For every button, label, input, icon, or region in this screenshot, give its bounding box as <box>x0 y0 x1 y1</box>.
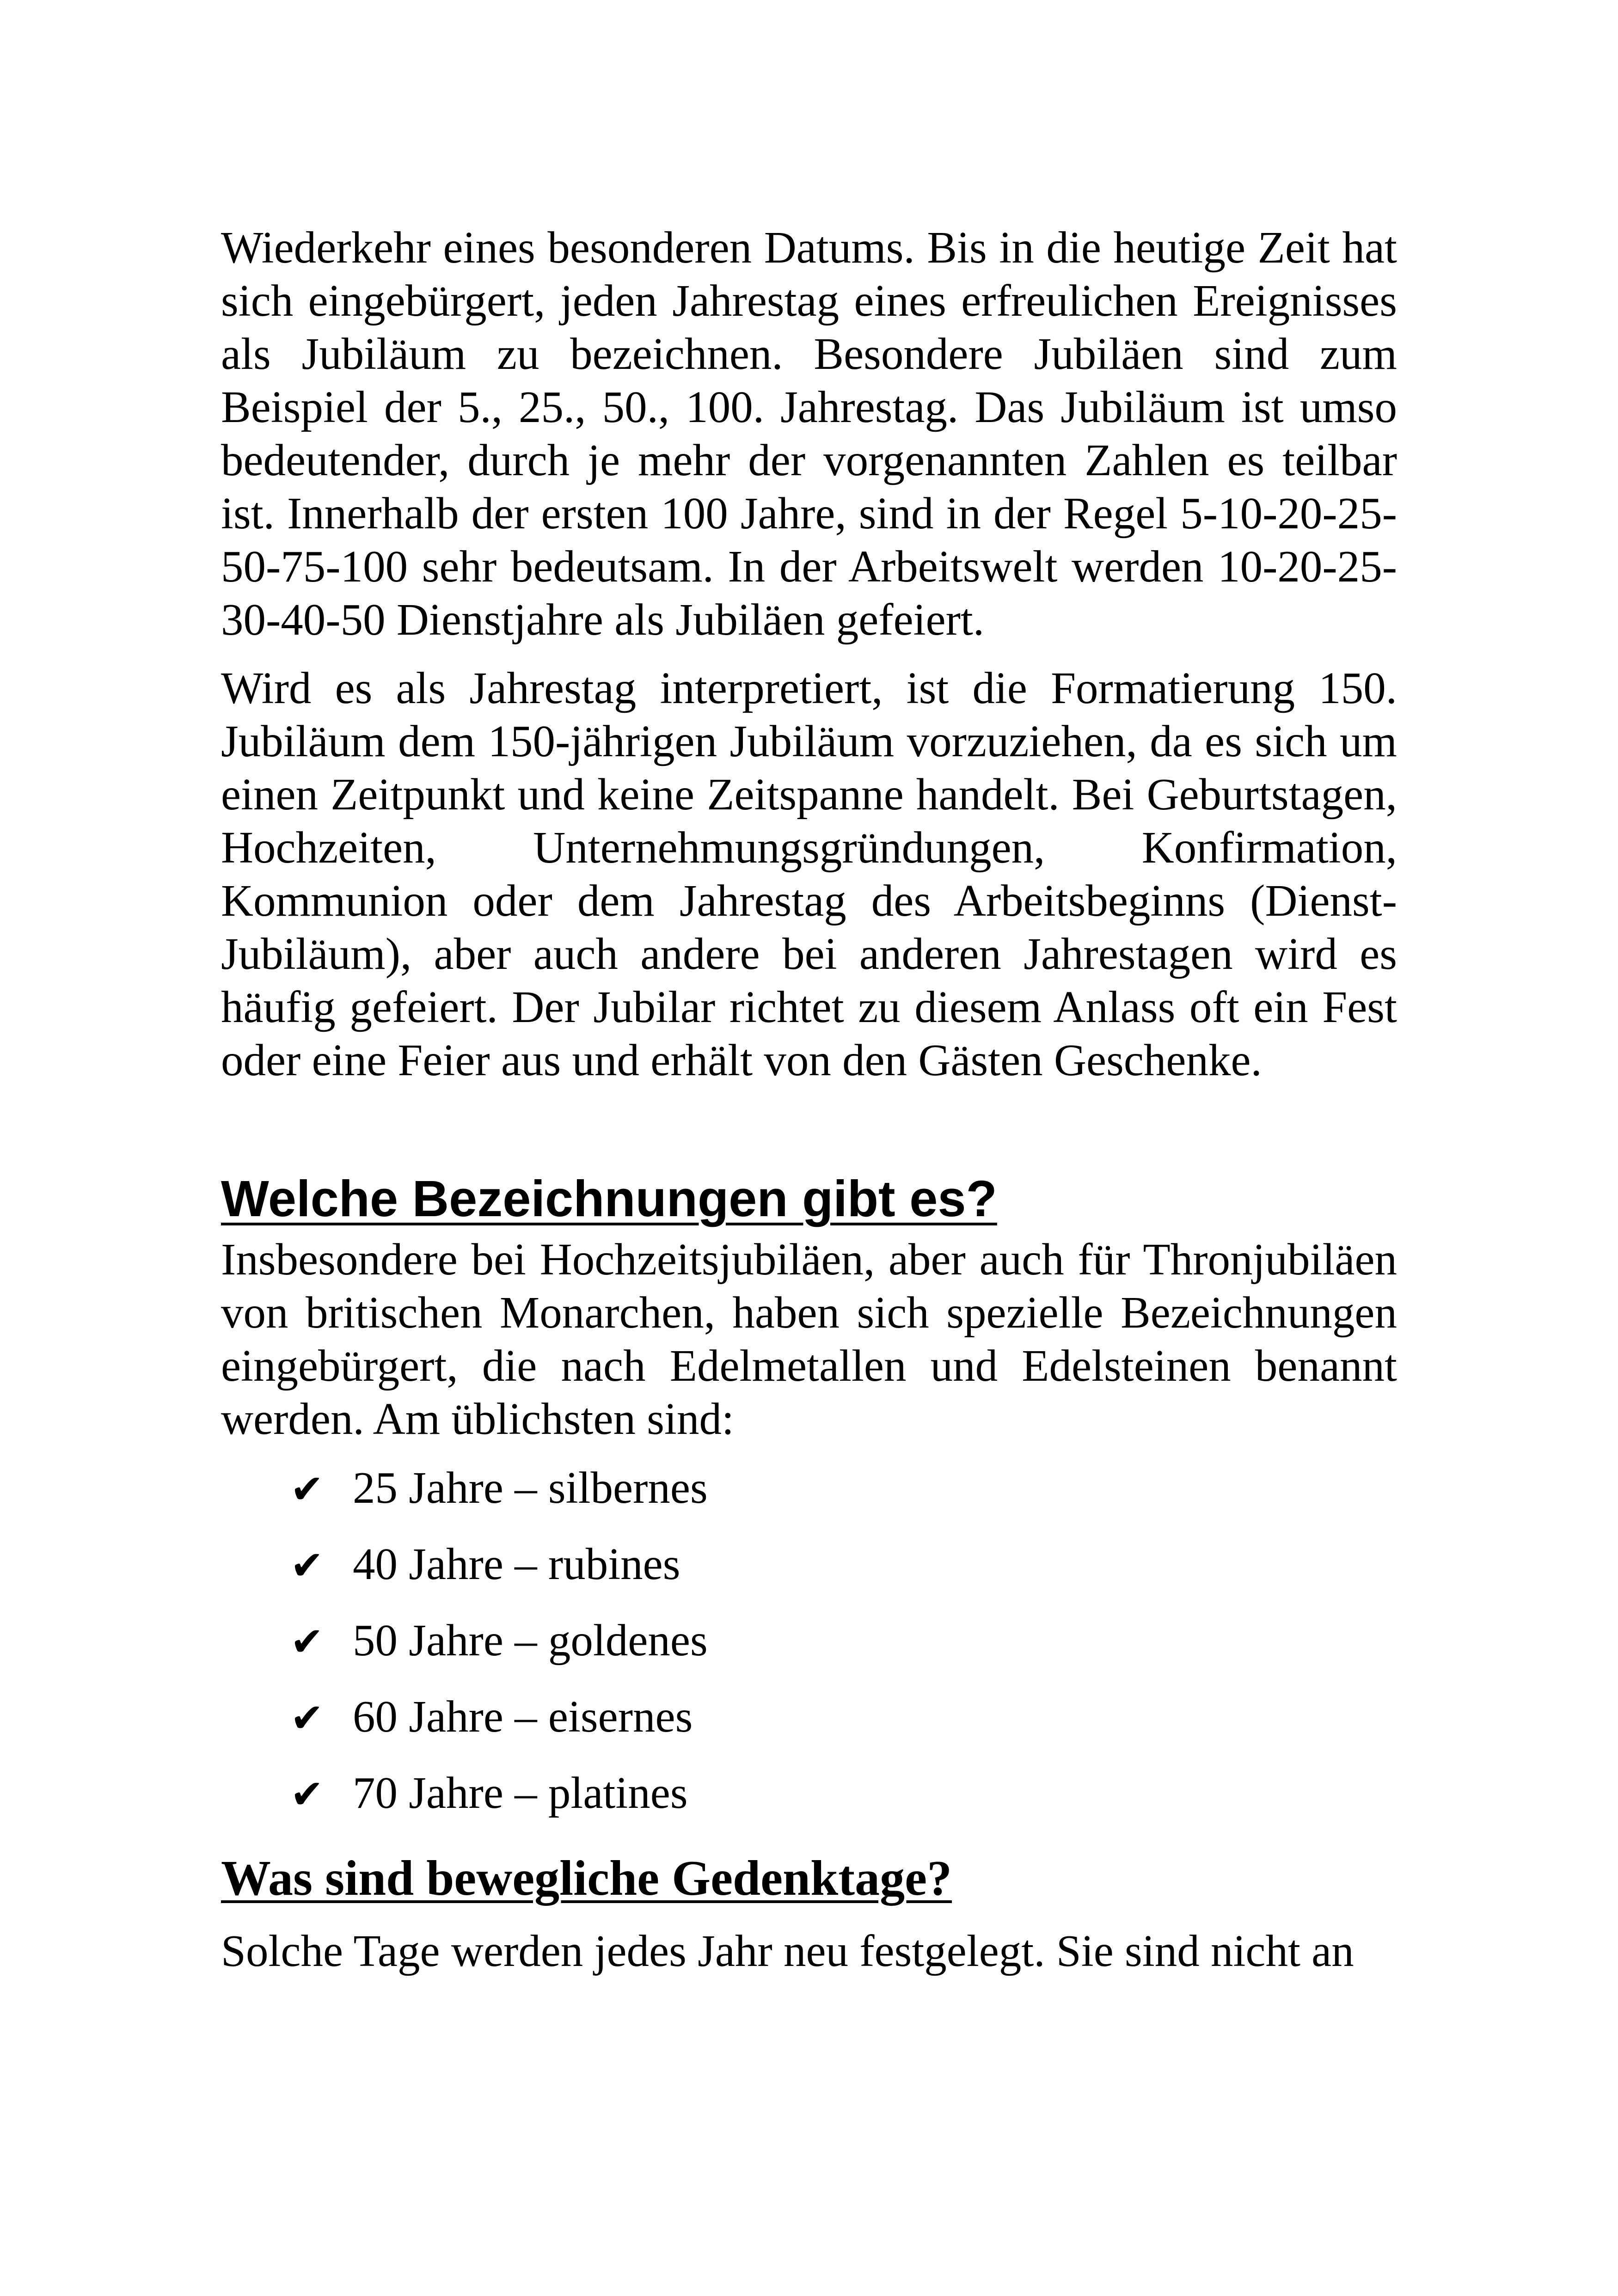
body-paragraph: Wiederkehr eines besonderen Datums. Bis in die heutige Zeit hat sich eingebürgert, jeden Jahrestag eines erfreulichen Ereignisses als Jubiläum zu bezeichnen. Besondere Jubiläen sind zum Beispiel der 5., 25., 50., 100. Jahrestag. Das Jubiläum ist umso bedeutender, durch je mehr der vorgenannten Zahlen es teilbar ist. Innerhalb der ersten 100 Jahre, sind in der Regel 5-10-20-25-50-75-100 sehr bedeutsam. In der Arbeitswelt werden 10-20-25-30-40-50 Dienstjahre als Jubiläen gefeiert. <box>221 223 1397 644</box>
body-paragraph: Wird es als Jahrestag interpretiert, ist die Formatierung 150. Jubiläum dem 150-jährigen Jubiläum vorzuziehen, da es sich um einen Zeitpunkt und keine Zeitspanne handelt. Bei Geburtstagen, Hochzeiten, Unternehmungsgründungen, Konfirmation, Kommunion oder dem Jahrestag des Arbeitsbeginns (Dienst-Jubiläum), aber auch andere bei anderen Jahrestagen wird es häufig gefeiert. Der Jubilar richtet zu diesem Anlass oft ein Fest oder eine Feier aus und erhält von den Gästen Geschenke. <box>221 663 1397 1085</box>
list-item <box>221 1461 1397 1537</box>
list-item <box>221 1537 1397 1614</box>
list-item-text: 70 Jahre – platines <box>353 1768 688 1818</box>
check-icon: ✔ <box>290 1771 324 1818</box>
list-item-text: 50 Jahre – goldenes <box>353 1616 708 1665</box>
list-item <box>221 1614 1397 1690</box>
check-icon: ✔ <box>290 1619 324 1665</box>
check-icon: ✔ <box>290 1543 324 1589</box>
list-item <box>221 1766 1397 1843</box>
document-page <box>221 221 1397 1993</box>
body-paragraph: Insbesondere bei Hochzeitsjubiläen, aber auch für Thronjubiläen von britischen Monarchen, haben sich spezielle Bezeichnungen eingebürgert, die nach Edelmetallen und Edelsteinen benannt werden. Am üblichsten sind: <box>221 1235 1397 1444</box>
section-heading: Welche Bezeichnungen gibt es? <box>221 1170 997 1227</box>
body-paragraph: Solche Tage werden jedes Jahr neu festgelegt. Sie sind nicht an <box>221 1926 1354 1976</box>
list-item <box>221 1690 1397 1766</box>
check-icon: ✔ <box>290 1466 324 1512</box>
section-heading: Was sind bewegliche Gedenktage? <box>221 1851 952 1906</box>
list-item-text: 25 Jahre – silbernes <box>353 1463 708 1512</box>
checklist <box>221 1461 1397 1843</box>
list-item-text: 40 Jahre – rubines <box>353 1539 680 1589</box>
list-item-text: 60 Jahre – eisernes <box>353 1692 693 1741</box>
check-icon: ✔ <box>290 1695 324 1741</box>
